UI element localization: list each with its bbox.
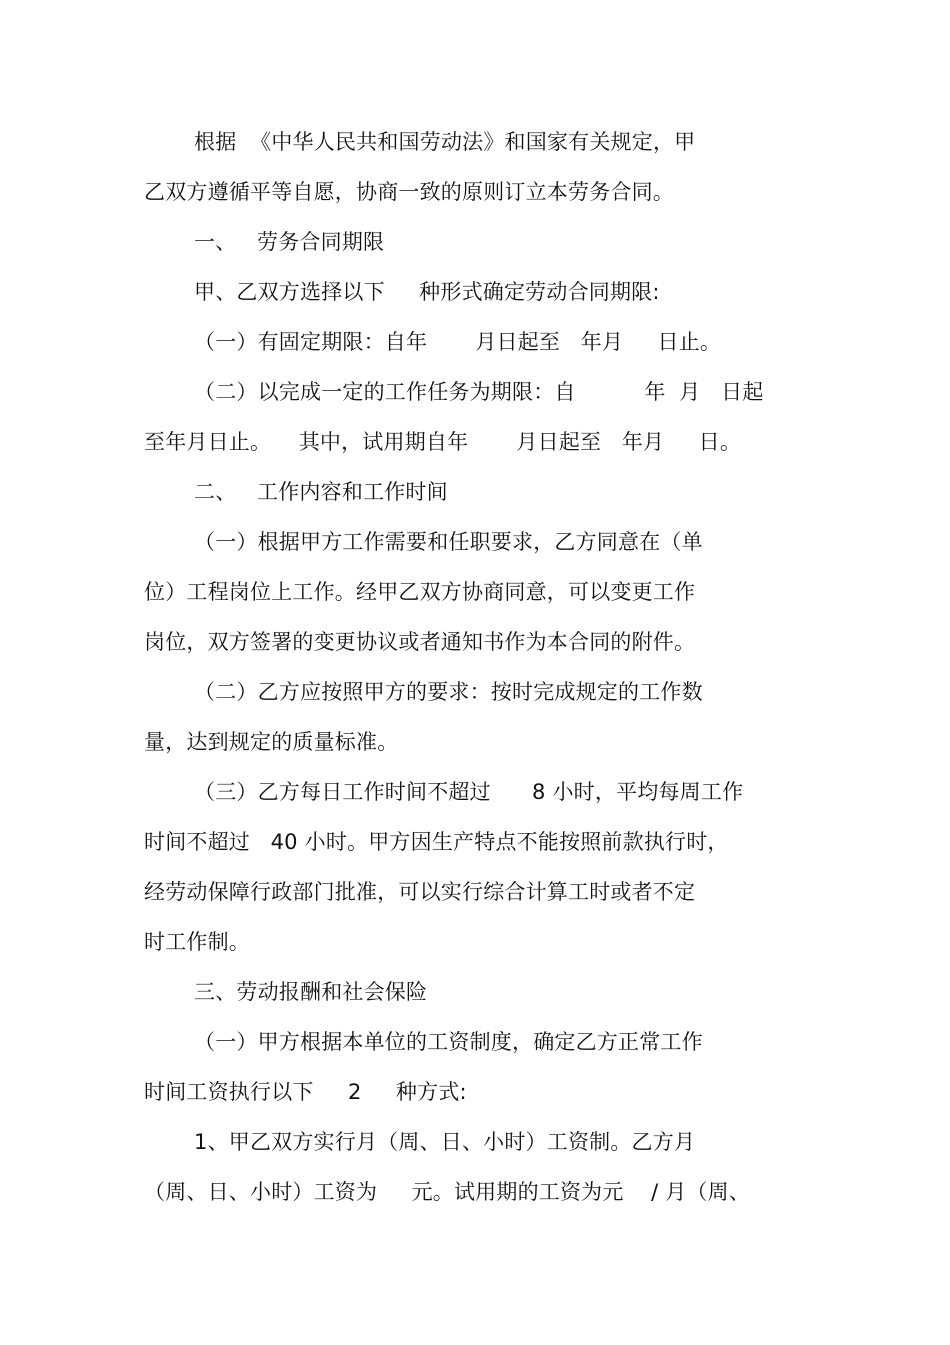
paragraph-line: 至年月日止。 其中，试用期自年 月日起至 年月 日。 <box>144 430 742 454</box>
paragraph-line: 量，达到规定的质量标准。 <box>144 730 399 754</box>
paragraph-line: 位）工程岗位上工作。经甲乙双方协商同意，可以变更工作 <box>144 580 696 604</box>
paragraph-line: 根据 《中华人民共和国劳动法》和国家有关规定，甲 <box>194 130 696 154</box>
paragraph-line: 1、甲乙双方实行月（周、日、小时）工资制。乙方月 <box>194 1130 696 1154</box>
paragraph-line: （周、日、小时）工资为 元。试用期的工资为元 / 月（周、 <box>144 1180 751 1204</box>
paragraph-line: 时工作制。 <box>144 930 250 954</box>
paragraph-line: （二）乙方应按照甲方的要求：按时完成规定的工作数 <box>194 680 703 704</box>
paragraph-line: （一）甲方根据本单位的工资制度，确定乙方正常工作 <box>194 1030 703 1054</box>
paragraph-line: （一）有固定期限：自年 月日起至 年月 日止。 <box>194 330 722 354</box>
paragraph-line: 时间不超过 40 小时。甲方因生产特点不能按照前款执行时， <box>144 830 729 854</box>
paragraph-line: 时间工资执行以下 2 种方式: <box>144 1080 467 1104</box>
paragraph-line: 经劳动保障行政部门批准，可以实行综合计算工时或者不定 <box>144 880 696 904</box>
section-heading: 一、 劳务合同期限 <box>194 230 385 254</box>
paragraph-line: （三）乙方每日工作时间不超过 8 小时，平均每周工作 <box>194 780 744 804</box>
paragraph-line: （一）根据甲方工作需要和任职要求，乙方同意在（单 <box>194 530 703 554</box>
paragraph-line: 岗位，双方签署的变更协议或者通知书作为本合同的附件。 <box>144 630 696 654</box>
paragraph-line: 甲、乙双方选择以下 种形式确定劳动合同期限: <box>194 280 660 304</box>
paragraph-line: （二）以完成一定的工作任务为期限：自 年 月 日起 <box>194 380 764 404</box>
section-heading: 三、劳动报酬和社会保险 <box>194 980 428 1004</box>
paragraph-line: 乙双方遵循平等自愿，协商一致的原则订立本劳务合同。 <box>144 180 674 204</box>
section-heading: 二、 工作内容和工作时间 <box>194 480 448 504</box>
